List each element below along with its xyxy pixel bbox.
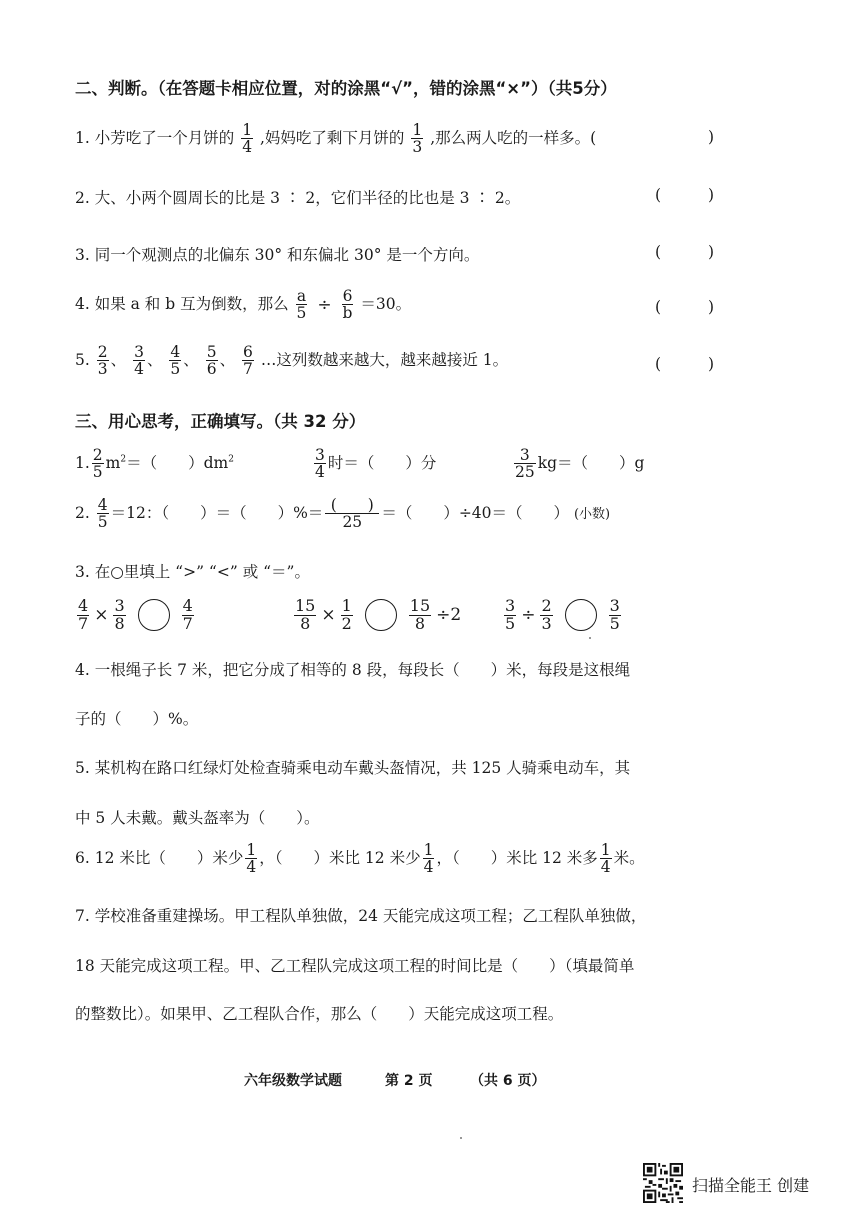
q3-answer-paren-close: ) — [708, 243, 715, 261]
q5-text: …这列数越来越大，越来越接近 1。 — [260, 350, 509, 369]
q2-answer-paren-close: ) — [708, 186, 715, 204]
judge-question-1 — [75, 122, 596, 156]
q5-fraction-2: $\frac{3}{4}$ — [134, 343, 144, 379]
q5-sep: 、 — [219, 350, 236, 369]
q1-fraction-2: $\frac{1}{3}$ — [412, 121, 423, 157]
cmp1-circle[interactable] — [138, 599, 170, 631]
cmp3-op: ÷ — [521, 605, 536, 626]
q5-sep: 、 — [146, 350, 163, 369]
q2-answer-paren-open: ( — [655, 186, 662, 204]
q4-text-2: ＝30。 — [360, 294, 412, 313]
q5-fraction-1: $\frac{2}{3}$ — [97, 343, 108, 379]
s3q1a-sup2: 2 — [228, 454, 234, 465]
q4-fraction-1: $\frac{a}{5}$ — [296, 287, 307, 323]
section-3-title: 三、用心思考，正确填写。（共 32 分） — [75, 412, 366, 431]
q1-number: 1. — [75, 128, 90, 147]
q1-text-3: ,那么两人吃的一样多。( — [430, 128, 597, 147]
s3q2-note: (小数) — [573, 506, 611, 522]
cmp1-frac-b: $\frac{3}{8}$ — [114, 596, 125, 633]
q4-answer-paren-open: ( — [655, 298, 662, 316]
q4-answer-paren-close: ) — [708, 298, 715, 316]
q4-fraction-2: $\frac{6}{b}$ — [342, 287, 353, 323]
s3q2-blank-fraction: $\frac{( )}{25}$ — [325, 497, 379, 531]
fill-question-5-line-2: 中 5 人未戴。戴头盔率为（ ）。 — [75, 809, 320, 827]
q3-answer-paren-open: ( — [655, 243, 662, 261]
s3q1c-text: kg＝（ ）g — [537, 453, 645, 472]
s3q6-fraction-2: $\frac{1}{4}$ — [423, 841, 434, 877]
q1-text-1: 小芳吃了一个月饼的 — [94, 128, 235, 147]
footer-page: 第 2 页 — [385, 1073, 433, 1089]
cmp3-frac-a: $\frac{3}{5}$ — [505, 596, 516, 633]
qr-code-icon — [643, 1163, 683, 1203]
s3q6-text-4: 米。 — [613, 848, 645, 867]
s3q1-number: 1. — [75, 453, 90, 472]
q1-fraction-1: $\frac{1}{4}$ — [242, 121, 253, 157]
cmp2-op: × — [321, 605, 336, 626]
s3q2-fraction: $\frac{4}{5}$ — [97, 496, 108, 532]
scan-dot — [589, 637, 591, 639]
fill-question-7-line-1: 7. 学校准备重建操场。甲工程队单独做，24 天能完成这项工程；乙工程队单独做， — [75, 907, 647, 925]
footer-subject: 六年级数学试题 — [244, 1073, 342, 1089]
fill-question-7-line-3: 的整数比）。如果甲、乙工程队合作，那么（ ）天能完成这项工程。 — [75, 1005, 564, 1023]
s3q6-text-2: ，（ ）米比 12 米少 — [259, 848, 421, 867]
judge-question-3: 3. 同一个观测点的北偏东 30° 和东偏北 30° 是一个方向。 — [75, 246, 480, 264]
s3q6-fraction-1: $\frac{1}{4}$ — [246, 841, 257, 877]
fill-question-4-line-1: 4. 一根绳子长 7 米，把它分成了相等的 8 段，每段长（ ）米，每段是这根绳 — [75, 661, 631, 679]
fill-question-1a — [75, 447, 234, 481]
q4-text-1: 4. 如果 a 和 b 互为倒数，那么 — [75, 294, 289, 313]
cmp1-op: × — [94, 605, 109, 626]
fill-question-4-line-2: 子的（ ）%。 — [75, 710, 199, 728]
q5-sep: 、 — [110, 350, 127, 369]
s3q1a-unit: m — [105, 453, 121, 472]
cmp3-frac-r: $\frac{3}{5}$ — [609, 596, 620, 633]
q1-answer-paren-close: ) — [708, 128, 715, 146]
scan-dot — [460, 1137, 462, 1139]
fill-question-3: 3. 在○里填上 “>” “<” 或 “＝”。 — [75, 563, 310, 581]
fill-question-1b — [312, 447, 436, 481]
judge-question-4 — [75, 288, 411, 322]
cmp2-frac-r: $\frac{15}{8}$ — [409, 596, 431, 633]
fill-question-1c — [512, 447, 644, 481]
s3q1c-fraction: $\frac{3}{25}$ — [515, 446, 535, 482]
s3q2-number: 2. — [75, 503, 90, 522]
q5-number: 5. — [75, 350, 90, 369]
s3q1b-fraction: $\frac{3}{4}$ — [315, 446, 325, 482]
q5-answer-paren-open: ( — [655, 355, 662, 373]
cmp3-circle[interactable] — [565, 599, 597, 631]
q5-sep: 、 — [183, 350, 199, 369]
fill-question-2 — [75, 497, 610, 531]
judge-question-5 — [75, 344, 508, 378]
fill-question-6 — [75, 842, 645, 876]
cmp1-frac-a: $\frac{4}{7}$ — [78, 596, 89, 633]
cmp2-tail: ÷2 — [436, 605, 462, 626]
s3q2-text-1: ＝12：（ ）＝（ ）%＝ — [110, 503, 324, 522]
cmp1-frac-r: $\frac{4}{7}$ — [182, 596, 193, 633]
section-2-title: 二、判断。（在答题卡相应位置，对的涂黑“√”，错的涂黑“×”）（共5分） — [75, 79, 617, 98]
s3q6-text-1: 6. 12 米比（ ）米少 — [75, 848, 244, 867]
cmp2-circle[interactable] — [365, 599, 397, 631]
q5-fraction-3: $\frac{4}{5}$ — [170, 343, 181, 379]
q4-divide-sign: ÷ — [317, 294, 332, 315]
q1-text-2: ,妈妈吃了剩下月饼的 — [260, 128, 405, 147]
s3q1a-fraction: $\frac{2}{5}$ — [92, 446, 103, 482]
s3q6-fraction-3: $\frac{1}{4}$ — [600, 841, 611, 877]
s3q2-text-2: ＝（ ）÷40＝（ ） — [381, 503, 570, 522]
compare-item-1 — [75, 598, 196, 633]
scanner-brand-label: 扫描全能王 创建 — [692, 1176, 810, 1195]
q5-fraction-5: $\frac{6}{7}$ — [243, 343, 253, 379]
s3q6-text-3: ，（ ）米比 12 米多 — [436, 848, 598, 867]
s3q1a-sup: 2 — [120, 454, 127, 465]
compare-item-2 — [292, 598, 464, 633]
footer-total: （共 6 页） — [470, 1073, 546, 1089]
s3q1b-text: 时＝（ ）分 — [327, 453, 437, 472]
compare-item-3 — [502, 598, 623, 633]
fill-question-7-line-2: 18 天能完成这项工程。甲、乙工程队完成这项工程的时间比是（ ）（填最简单 — [75, 957, 635, 975]
cmp3-frac-b: $\frac{2}{3}$ — [541, 596, 552, 633]
judge-question-2: 2. 大、小两个圆周长的比是 3 ∶ 2，它们半径的比也是 3 ∶ 2。 — [75, 189, 521, 207]
cmp2-frac-b: $\frac{1}{2}$ — [341, 596, 352, 633]
s3q1a-text: ＝（ ）dm — [126, 453, 229, 472]
q5-fraction-4: $\frac{5}{6}$ — [206, 343, 217, 379]
q5-answer-paren-close: ) — [708, 355, 715, 373]
fill-question-5-line-1: 5. 某机构在路口红绿灯处检查骑乘电动车戴头盔情况，共 125 人骑乘电动车，其 — [75, 759, 631, 777]
cmp2-frac-a: $\frac{15}{8}$ — [295, 596, 316, 633]
